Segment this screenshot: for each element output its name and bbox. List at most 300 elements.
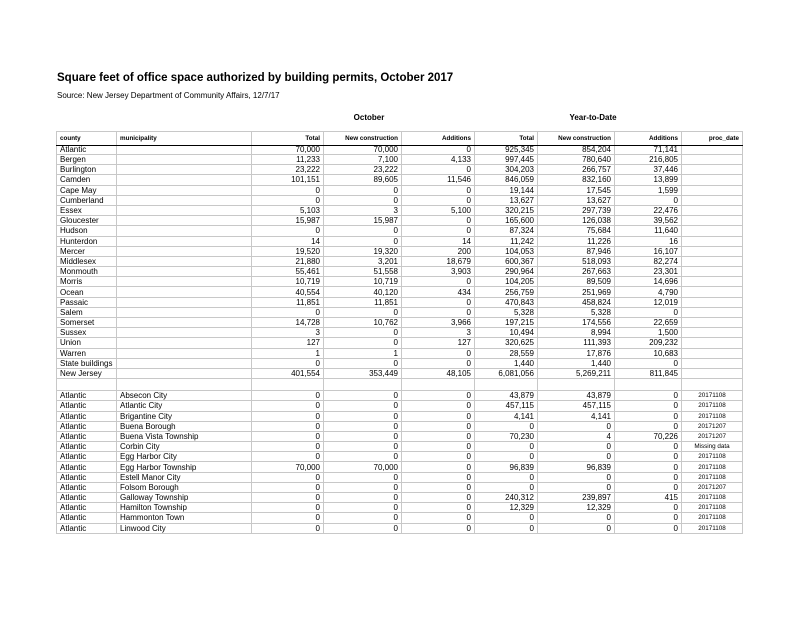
cell-oct-new-construction: 0	[324, 401, 402, 411]
cell-county: Hunterdon	[57, 236, 117, 246]
spacer-cell	[682, 379, 743, 391]
cell-proc-date	[682, 318, 743, 328]
county-row	[57, 205, 743, 215]
spacer-cell	[57, 379, 117, 391]
cell-oct-new-construction: 0	[324, 338, 402, 348]
cell-oct-total: 21,880	[252, 256, 324, 266]
cell-ytd-additions: 0	[615, 391, 682, 401]
cell-oct-additions: 0	[402, 277, 475, 287]
cell-ytd-additions: 37,446	[615, 165, 682, 175]
cell-proc-date	[682, 368, 743, 378]
cell-ytd-new-construction: 0	[538, 523, 615, 533]
cell-ytd-total: 600,367	[475, 256, 538, 266]
cell-ytd-total: 0	[475, 472, 538, 482]
spacer-cell	[324, 379, 402, 391]
cell-oct-new-construction: 10,719	[324, 277, 402, 287]
cell-ytd-total: 470,843	[475, 297, 538, 307]
cell-proc-date	[682, 185, 743, 195]
cell-county: Atlantic	[57, 411, 117, 421]
cell-ytd-new-construction: 0	[538, 421, 615, 431]
cell-proc-date: 20171108	[682, 493, 743, 503]
cell-proc-date	[682, 175, 743, 185]
cell-county: New Jersey	[57, 368, 117, 378]
cell-ytd-additions: 0	[615, 442, 682, 452]
cell-ytd-new-construction: 4,141	[538, 411, 615, 421]
cell-proc-date	[682, 195, 743, 205]
cell-oct-new-construction: 23,222	[324, 165, 402, 175]
cell-oct-new-construction: 10,762	[324, 318, 402, 328]
cell-oct-total: 0	[252, 401, 324, 411]
cell-oct-additions: 127	[402, 338, 475, 348]
municipality-row	[57, 503, 743, 513]
cell-oct-additions: 0	[402, 452, 475, 462]
cell-oct-additions: 18,679	[402, 256, 475, 266]
cell-ytd-additions: 1,599	[615, 185, 682, 195]
cell-oct-new-construction: 0	[324, 236, 402, 246]
municipality-row	[57, 442, 743, 452]
cell-municipality	[117, 205, 252, 215]
cell-ytd-total: 0	[475, 421, 538, 431]
cell-ytd-additions: 14,696	[615, 277, 682, 287]
county-row	[57, 195, 743, 205]
cell-oct-additions: 0	[402, 472, 475, 482]
col-ytd-additions: Additions	[615, 132, 682, 146]
cell-oct-additions: 0	[402, 431, 475, 441]
cell-oct-additions: 0	[402, 513, 475, 523]
cell-ytd-additions: 71,141	[615, 146, 682, 155]
cell-oct-new-construction: 15,987	[324, 216, 402, 226]
cell-oct-total: 0	[252, 523, 324, 533]
cell-municipality: Folsom Borough	[117, 482, 252, 492]
cell-oct-total: 19,520	[252, 246, 324, 256]
cell-municipality	[117, 195, 252, 205]
cell-county: Somerset	[57, 318, 117, 328]
cell-county: Camden	[57, 175, 117, 185]
cell-oct-total: 55,461	[252, 267, 324, 277]
cell-ytd-new-construction: 174,556	[538, 318, 615, 328]
cell-oct-additions: 0	[402, 226, 475, 236]
cell-municipality: Hammonton Town	[117, 513, 252, 523]
cell-ytd-total: 925,345	[475, 146, 538, 155]
cell-ytd-total: 165,600	[475, 216, 538, 226]
cell-oct-new-construction: 0	[324, 391, 402, 401]
cell-ytd-additions: 415	[615, 493, 682, 503]
cell-proc-date: 20171207	[682, 482, 743, 492]
cell-oct-additions: 4,133	[402, 155, 475, 165]
cell-ytd-new-construction: 251,969	[538, 287, 615, 297]
cell-oct-new-construction: 19,320	[324, 246, 402, 256]
col-oct-new-construction: New construction	[324, 132, 402, 146]
cell-oct-new-construction: 0	[324, 513, 402, 523]
cell-ytd-new-construction: 17,876	[538, 348, 615, 358]
october-group-header: October	[353, 113, 385, 122]
cell-ytd-total: 19,144	[475, 185, 538, 195]
cell-municipality	[117, 297, 252, 307]
cell-county: Atlantic	[57, 482, 117, 492]
cell-municipality: Corbin City	[117, 442, 252, 452]
cell-proc-date	[682, 338, 743, 348]
cell-ytd-additions: 0	[615, 503, 682, 513]
cell-ytd-new-construction: 87,946	[538, 246, 615, 256]
cell-ytd-new-construction: 17,545	[538, 185, 615, 195]
cell-ytd-total: 12,329	[475, 503, 538, 513]
cell-county: Union	[57, 338, 117, 348]
cell-county: Atlantic	[57, 452, 117, 462]
cell-oct-additions: 434	[402, 287, 475, 297]
permits-table	[56, 131, 743, 534]
cell-oct-total: 23,222	[252, 165, 324, 175]
cell-county: Bergen	[57, 155, 117, 165]
cell-oct-additions: 200	[402, 246, 475, 256]
cell-ytd-additions: 23,301	[615, 267, 682, 277]
cell-oct-total: 101,151	[252, 175, 324, 185]
cell-proc-date	[682, 328, 743, 338]
cell-oct-new-construction: 0	[324, 195, 402, 205]
cell-ytd-additions: 1,500	[615, 328, 682, 338]
cell-ytd-new-construction: 0	[538, 442, 615, 452]
cell-ytd-new-construction: 11,226	[538, 236, 615, 246]
county-row	[57, 226, 743, 236]
municipality-row	[57, 401, 743, 411]
cell-county: Warren	[57, 348, 117, 358]
cell-oct-total: 70,000	[252, 146, 324, 155]
cell-ytd-total: 43,879	[475, 391, 538, 401]
spacer-cell	[117, 379, 252, 391]
spacer-cell	[475, 379, 538, 391]
cell-proc-date	[682, 297, 743, 307]
cell-municipality	[117, 236, 252, 246]
cell-county: Atlantic	[57, 462, 117, 472]
cell-municipality	[117, 287, 252, 297]
col-oct-additions: Additions	[402, 132, 475, 146]
cell-municipality: Egg Harbor City	[117, 452, 252, 462]
cell-municipality: Atlantic City	[117, 401, 252, 411]
cell-oct-new-construction: 3,201	[324, 256, 402, 266]
cell-ytd-additions: 0	[615, 482, 682, 492]
cell-ytd-total: 1,440	[475, 358, 538, 368]
cell-ytd-total: 997,445	[475, 155, 538, 165]
cell-ytd-new-construction: 75,684	[538, 226, 615, 236]
cell-ytd-additions: 0	[615, 411, 682, 421]
cell-proc-date	[682, 216, 743, 226]
cell-ytd-additions: 0	[615, 452, 682, 462]
county-row	[57, 277, 743, 287]
cell-oct-additions: 0	[402, 358, 475, 368]
cell-oct-new-construction: 0	[324, 503, 402, 513]
cell-oct-new-construction: 89,605	[324, 175, 402, 185]
cell-ytd-total: 5,328	[475, 307, 538, 317]
cell-ytd-total: 290,964	[475, 267, 538, 277]
cell-ytd-new-construction: 89,509	[538, 277, 615, 287]
cell-ytd-new-construction: 457,115	[538, 401, 615, 411]
cell-oct-additions: 0	[402, 401, 475, 411]
cell-oct-total: 0	[252, 513, 324, 523]
cell-ytd-new-construction: 0	[538, 472, 615, 482]
cell-ytd-total: 104,205	[475, 277, 538, 287]
cell-ytd-additions: 16	[615, 236, 682, 246]
cell-oct-additions: 0	[402, 482, 475, 492]
cell-proc-date: 20171108	[682, 401, 743, 411]
cell-proc-date	[682, 236, 743, 246]
cell-oct-total: 0	[252, 442, 324, 452]
cell-municipality	[117, 338, 252, 348]
cell-municipality: Estell Manor City	[117, 472, 252, 482]
cell-municipality	[117, 277, 252, 287]
cell-proc-date	[682, 155, 743, 165]
cell-oct-new-construction: 0	[324, 442, 402, 452]
cell-oct-additions: 0	[402, 503, 475, 513]
cell-proc-date: 20171108	[682, 513, 743, 523]
cell-oct-total: 0	[252, 307, 324, 317]
cell-oct-additions: 0	[402, 391, 475, 401]
cell-proc-date	[682, 165, 743, 175]
cell-proc-date: 20171108	[682, 411, 743, 421]
cell-ytd-new-construction: 0	[538, 452, 615, 462]
cell-county: Burlington	[57, 165, 117, 175]
county-row	[57, 175, 743, 185]
municipality-row	[57, 493, 743, 503]
cell-county: Mercer	[57, 246, 117, 256]
cell-proc-date	[682, 307, 743, 317]
cell-ytd-additions: 16,107	[615, 246, 682, 256]
cell-municipality: Buena Vista Township	[117, 431, 252, 441]
cell-oct-additions: 0	[402, 146, 475, 155]
cell-proc-date: 20171207	[682, 421, 743, 431]
cell-ytd-additions: 0	[615, 523, 682, 533]
cell-oct-total: 1	[252, 348, 324, 358]
cell-ytd-new-construction: 43,879	[538, 391, 615, 401]
cell-county: Atlantic	[57, 431, 117, 441]
cell-ytd-new-construction: 239,897	[538, 493, 615, 503]
cell-municipality	[117, 175, 252, 185]
cell-ytd-additions: 0	[615, 462, 682, 472]
cell-ytd-new-construction: 111,393	[538, 338, 615, 348]
cell-oct-new-construction: 0	[324, 226, 402, 236]
municipality-row	[57, 523, 743, 533]
cell-proc-date	[682, 348, 743, 358]
county-row	[57, 328, 743, 338]
cell-oct-additions: 0	[402, 493, 475, 503]
cell-municipality: Absecon City	[117, 391, 252, 401]
cell-municipality: Buena Borough	[117, 421, 252, 431]
cell-ytd-total: 320,625	[475, 338, 538, 348]
cell-municipality	[117, 307, 252, 317]
cell-ytd-additions: 0	[615, 472, 682, 482]
cell-ytd-new-construction: 854,204	[538, 146, 615, 155]
cell-oct-additions: 0	[402, 216, 475, 226]
cell-county: Atlantic	[57, 523, 117, 533]
county-row	[57, 287, 743, 297]
cell-county: Monmouth	[57, 267, 117, 277]
cell-oct-total: 14	[252, 236, 324, 246]
cell-ytd-additions: 4,790	[615, 287, 682, 297]
cell-proc-date: 20171207	[682, 431, 743, 441]
cell-oct-additions: 5,100	[402, 205, 475, 215]
cell-ytd-total: 0	[475, 482, 538, 492]
municipality-row	[57, 472, 743, 482]
cell-oct-additions: 3,966	[402, 318, 475, 328]
cell-ytd-additions: 0	[615, 195, 682, 205]
cell-county: Atlantic	[57, 146, 117, 155]
cell-ytd-total: 10,494	[475, 328, 538, 338]
cell-county: Atlantic	[57, 401, 117, 411]
cell-county: Passaic	[57, 297, 117, 307]
cell-ytd-new-construction: 458,824	[538, 297, 615, 307]
cell-county: Cumberland	[57, 195, 117, 205]
cell-county: Ocean	[57, 287, 117, 297]
cell-oct-new-construction: 0	[324, 358, 402, 368]
municipality-row	[57, 391, 743, 401]
cell-ytd-total: 87,324	[475, 226, 538, 236]
cell-ytd-new-construction: 12,329	[538, 503, 615, 513]
cell-oct-total: 0	[252, 358, 324, 368]
cell-oct-total: 5,103	[252, 205, 324, 215]
cell-ytd-new-construction: 5,328	[538, 307, 615, 317]
cell-county: Middlesex	[57, 256, 117, 266]
cell-ytd-new-construction: 267,663	[538, 267, 615, 277]
cell-ytd-total: 846,059	[475, 175, 538, 185]
cell-ytd-total: 70,230	[475, 431, 538, 441]
county-row	[57, 216, 743, 226]
cell-oct-additions: 0	[402, 462, 475, 472]
cell-proc-date	[682, 256, 743, 266]
cell-oct-additions: 0	[402, 523, 475, 533]
col-county: county	[57, 132, 117, 146]
cell-ytd-total: 457,115	[475, 401, 538, 411]
cell-oct-total: 0	[252, 226, 324, 236]
cell-county: Atlantic	[57, 442, 117, 452]
cell-ytd-new-construction: 13,627	[538, 195, 615, 205]
cell-oct-new-construction: 0	[324, 421, 402, 431]
municipality-row	[57, 431, 743, 441]
cell-ytd-new-construction: 266,757	[538, 165, 615, 175]
cell-oct-total: 0	[252, 503, 324, 513]
cell-oct-total: 15,987	[252, 216, 324, 226]
cell-ytd-additions: 13,899	[615, 175, 682, 185]
spacer-cell	[538, 379, 615, 391]
county-row	[57, 297, 743, 307]
county-row	[57, 318, 743, 328]
cell-oct-total: 0	[252, 421, 324, 431]
cell-oct-total: 14,728	[252, 318, 324, 328]
cell-oct-new-construction: 51,558	[324, 267, 402, 277]
county-row	[57, 338, 743, 348]
cell-oct-additions: 0	[402, 307, 475, 317]
cell-oct-total: 0	[252, 452, 324, 462]
cell-county: Atlantic	[57, 493, 117, 503]
report-title: Square feet of office space authorized by building permits, October 2017	[57, 72, 454, 84]
cell-ytd-total: 13,627	[475, 195, 538, 205]
cell-oct-additions: 48,105	[402, 368, 475, 378]
cell-proc-date	[682, 246, 743, 256]
cell-ytd-additions: 0	[615, 401, 682, 411]
cell-county: Salem	[57, 307, 117, 317]
county-row	[57, 307, 743, 317]
cell-municipality: Brigantine City	[117, 411, 252, 421]
cell-oct-new-construction: 0	[324, 307, 402, 317]
cell-oct-additions: 0	[402, 442, 475, 452]
cell-proc-date: 20171108	[682, 503, 743, 513]
cell-oct-total: 0	[252, 411, 324, 421]
cell-municipality: Egg Harbor Township	[117, 462, 252, 472]
county-row	[57, 246, 743, 256]
cell-ytd-additions: 22,659	[615, 318, 682, 328]
cell-oct-additions: 0	[402, 165, 475, 175]
cell-municipality	[117, 216, 252, 226]
cell-oct-new-construction: 0	[324, 452, 402, 462]
cell-ytd-new-construction: 832,160	[538, 175, 615, 185]
cell-ytd-total: 0	[475, 513, 538, 523]
col-oct-total: Total	[252, 132, 324, 146]
cell-ytd-additions: 811,845	[615, 368, 682, 378]
cell-oct-additions: 0	[402, 348, 475, 358]
cell-municipality: Hamilton Township	[117, 503, 252, 513]
cell-oct-additions: 11,546	[402, 175, 475, 185]
cell-proc-date	[682, 267, 743, 277]
cell-ytd-additions: 0	[615, 358, 682, 368]
cell-municipality	[117, 185, 252, 195]
cell-ytd-total: 0	[475, 442, 538, 452]
cell-oct-new-construction: 1	[324, 348, 402, 358]
county-row	[57, 358, 743, 368]
county-row	[57, 256, 743, 266]
cell-oct-additions: 14	[402, 236, 475, 246]
cell-municipality: Galloway Township	[117, 493, 252, 503]
cell-ytd-new-construction: 4	[538, 431, 615, 441]
cell-proc-date: 20171108	[682, 452, 743, 462]
cell-ytd-new-construction: 0	[538, 513, 615, 523]
cell-oct-total: 0	[252, 195, 324, 205]
cell-ytd-total: 0	[475, 452, 538, 462]
column-header-row	[57, 132, 743, 146]
cell-ytd-total: 104,053	[475, 246, 538, 256]
cell-ytd-new-construction: 297,739	[538, 205, 615, 215]
municipality-row	[57, 482, 743, 492]
cell-county: Gloucester	[57, 216, 117, 226]
cell-ytd-additions: 209,232	[615, 338, 682, 348]
cell-oct-new-construction: 11,851	[324, 297, 402, 307]
cell-oct-new-construction: 0	[324, 411, 402, 421]
cell-ytd-total: 11,242	[475, 236, 538, 246]
cell-oct-total: 3	[252, 328, 324, 338]
municipality-row	[57, 513, 743, 523]
cell-oct-total: 70,000	[252, 462, 324, 472]
cell-oct-additions: 3,903	[402, 267, 475, 277]
cell-ytd-additions: 0	[615, 513, 682, 523]
cell-ytd-new-construction: 518,093	[538, 256, 615, 266]
county-row	[57, 185, 743, 195]
cell-oct-total: 401,554	[252, 368, 324, 378]
cell-county: Cape May	[57, 185, 117, 195]
spacer-cell	[252, 379, 324, 391]
ytd-group-header: Year-to-Date	[569, 113, 617, 122]
cell-county: Hudson	[57, 226, 117, 236]
cell-oct-new-construction: 353,449	[324, 368, 402, 378]
cell-oct-new-construction: 3	[324, 205, 402, 215]
cell-proc-date	[682, 358, 743, 368]
cell-county: Sussex	[57, 328, 117, 338]
cell-oct-total: 11,233	[252, 155, 324, 165]
cell-oct-additions: 0	[402, 195, 475, 205]
cell-oct-new-construction: 0	[324, 328, 402, 338]
cell-ytd-additions: 216,805	[615, 155, 682, 165]
cell-ytd-total: 4,141	[475, 411, 538, 421]
cell-oct-new-construction: 70,000	[324, 146, 402, 155]
cell-oct-total: 0	[252, 391, 324, 401]
cell-proc-date: 20171108	[682, 391, 743, 401]
cell-ytd-additions: 82,274	[615, 256, 682, 266]
cell-ytd-additions: 22,476	[615, 205, 682, 215]
